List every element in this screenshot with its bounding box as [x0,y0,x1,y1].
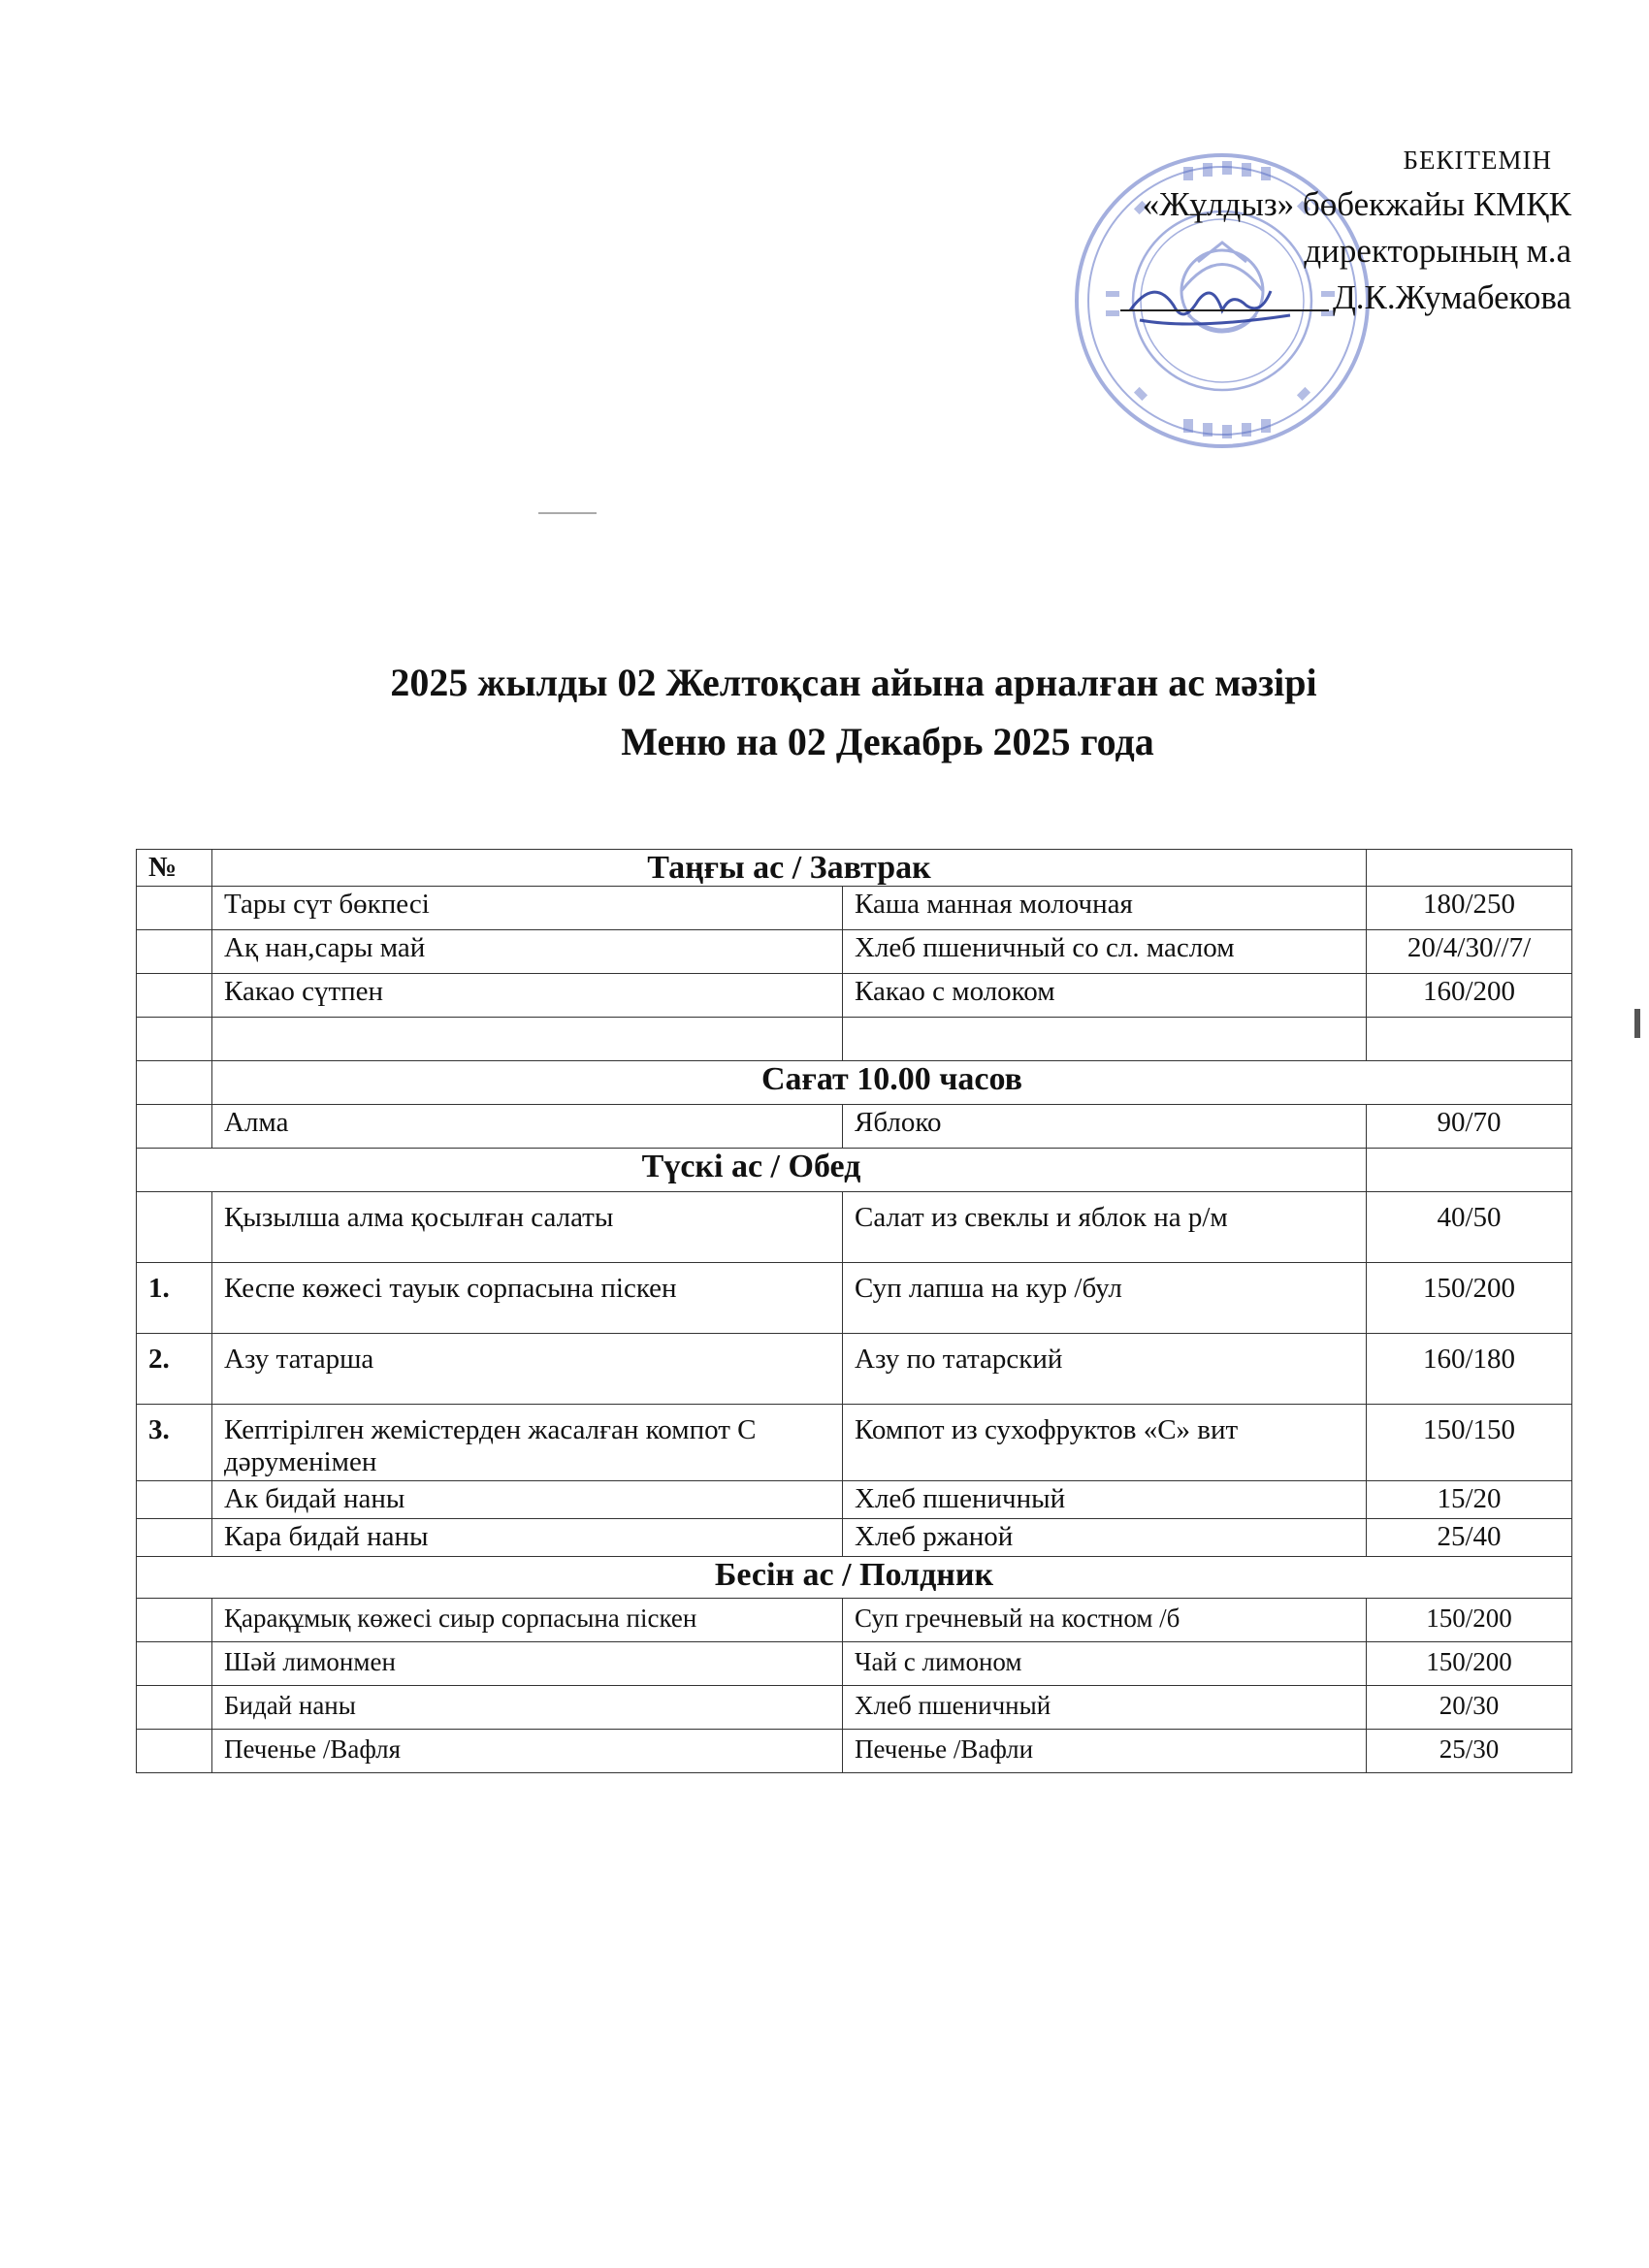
section-afternoon-row [137,1557,1572,1599]
row-number [137,1730,212,1773]
dish-name-kazakh: Алма [212,1105,843,1149]
dish-name-kazakh: Ак бидай наны [212,1481,843,1519]
menu-row [137,1481,1572,1519]
menu-row [137,1686,1572,1730]
dish-name-russian: Какао с молоком [843,974,1367,1018]
row-number [137,1686,212,1730]
row-number [137,1481,212,1519]
dish-name-russian: Чай с лимоном [843,1642,1367,1686]
section-num-cell [137,1061,212,1105]
row-number: 1. [137,1263,212,1334]
approval-organization: «Жұлдыз» бөбекжайы КМҚК [1142,185,1571,223]
scan-artifact [538,512,597,514]
menu-row [137,1263,1572,1334]
dish-name-kazakh: Қызылша алма қосылған салаты [212,1192,843,1263]
scan-artifact [1634,1009,1640,1038]
approval-name: Д.К.Жумабекова [1332,278,1571,316]
portion-weight [1367,1018,1572,1061]
dish-name-kazakh: Кептірілген жемістерден жасалған компот С дәруменімен [212,1405,843,1481]
section-title-breakfast: Таңғы ас / Завтрак [212,850,1367,887]
approval-position: директорының м.а [1304,232,1571,270]
menu-row [137,1018,1572,1061]
menu-row [137,930,1572,974]
portion-weight: 150/200 [1367,1263,1572,1334]
dish-name-russian: Хлеб пшеничный со сл. маслом [843,930,1367,974]
menu-table [136,849,1572,1773]
signature-blank [1120,300,1329,311]
section-lunch-row [137,1149,1572,1192]
section-breakfast-row [137,850,1572,887]
title-russian: Меню на 02 Декабрь 2025 года [621,720,1154,763]
dish-name-kazakh: Бидай наны [212,1686,843,1730]
dish-name-russian [843,1018,1367,1061]
menu-row [137,1599,1572,1642]
section-weight-cell [1367,850,1572,887]
dish-name-russian: Азу по татарский [843,1334,1367,1405]
dish-name-kazakh [212,1018,843,1061]
section-title-afternoon: Бесін ас / Полдник [137,1557,1572,1599]
dish-name-russian: Хлеб пшеничный [843,1686,1367,1730]
row-number [137,1599,212,1642]
portion-weight: 160/200 [1367,974,1572,1018]
portion-weight: 150/200 [1367,1642,1572,1686]
title-kazakh: 2025 жылды 02 Желтоқсан айына арналған ас мәзірі [390,661,1317,704]
dish-name-kazakh: Қарақұмық көжесі сиыр сорпасына піскен [212,1599,843,1642]
dish-name-kazakh: Какао сүтпен [212,974,843,1018]
approval-heading: БЕКІТЕМІН [1403,146,1552,175]
row-number [137,1642,212,1686]
section-weight-cell [1367,1149,1572,1192]
portion-weight: 25/30 [1367,1730,1572,1773]
menu-row [137,1642,1572,1686]
dish-name-kazakh: Ақ нан,сары май [212,930,843,974]
dish-name-russian: Компот из сухофруктов «С» вит [843,1405,1367,1481]
dish-name-russian: Хлеб ржаной [843,1519,1367,1557]
section-snack10-row [137,1061,1572,1105]
portion-weight: 25/40 [1367,1519,1572,1557]
portion-weight: 180/250 [1367,887,1572,930]
dish-name-russian: Суп гречневый на костном /б [843,1599,1367,1642]
menu-row [137,887,1572,930]
document-titles [0,660,1649,764]
dish-name-kazakh: Шәй лимонмен [212,1642,843,1686]
menu-row [137,1334,1572,1405]
menu-row [137,1405,1572,1481]
row-number [137,1018,212,1061]
dish-name-russian: Печенье /Вафли [843,1730,1367,1773]
num-header: № [137,850,212,887]
portion-weight: 150/200 [1367,1599,1572,1642]
dish-name-russian: Яблоко [843,1105,1367,1149]
dish-name-kazakh: Тары сүт бөкпесі [212,887,843,930]
approval-block [989,146,1571,321]
dish-name-kazakh: Кеспе көжесі тауык сорпасына піскен [212,1263,843,1334]
menu-row [137,1192,1572,1263]
row-number: 3. [137,1405,212,1481]
menu-row [137,1730,1572,1773]
row-number [137,930,212,974]
portion-weight: 15/20 [1367,1481,1572,1519]
portion-weight: 20/4/30//7/ [1367,930,1572,974]
dish-name-russian: Каша манная молочная [843,887,1367,930]
dish-name-kazakh: Печенье /Вафля [212,1730,843,1773]
dish-name-russian: Суп лапша на кур /бул [843,1263,1367,1334]
portion-weight: 150/150 [1367,1405,1572,1481]
row-number: 2. [137,1334,212,1405]
row-number [137,1519,212,1557]
row-number [137,974,212,1018]
section-title-lunch: Түскі ас / Обед [137,1149,1367,1192]
menu-row [137,1519,1572,1557]
menu-row [137,1105,1572,1149]
portion-weight: 160/180 [1367,1334,1572,1405]
portion-weight: 20/30 [1367,1686,1572,1730]
section-title-snack10: Сағат 10.00 часов [212,1061,1572,1105]
row-number [137,1192,212,1263]
row-number [137,887,212,930]
portion-weight: 40/50 [1367,1192,1572,1263]
portion-weight: 90/70 [1367,1105,1572,1149]
row-number [137,1105,212,1149]
menu-row [137,974,1572,1018]
dish-name-russian: Хлеб пшеничный [843,1481,1367,1519]
dish-name-russian: Салат из свеклы и яблок на р/м [843,1192,1367,1263]
dish-name-kazakh: Кара бидай наны [212,1519,843,1557]
approval-signature-line [989,275,1571,321]
dish-name-kazakh: Азу татарша [212,1334,843,1405]
